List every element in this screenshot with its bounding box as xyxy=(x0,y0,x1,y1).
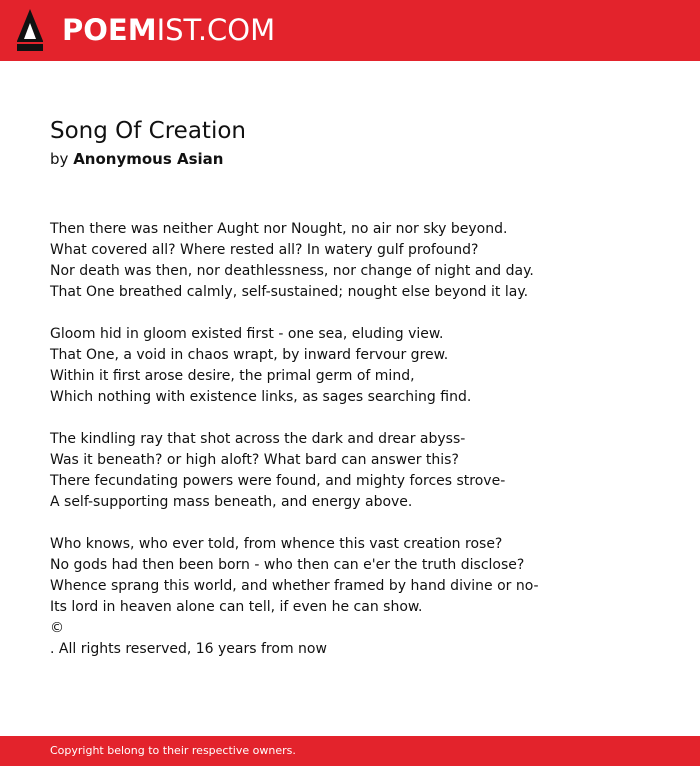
poem-line: Which nothing with existence links, as sages searching find. xyxy=(50,389,472,405)
poem-line: Was it beneath? or high aloft? What bard can answer this? xyxy=(50,452,459,468)
stanza xyxy=(50,219,670,303)
byline xyxy=(50,148,223,170)
rights-line: . All rights reserved, 16 years from now xyxy=(50,641,327,657)
poem-line: That One breathed calmly, self-sustained; nought else beyond it lay. xyxy=(50,284,529,300)
poem-line: Its lord in heaven alone can tell, if even he can show. xyxy=(50,599,423,615)
site-footer xyxy=(0,736,700,766)
pencil-icon[interactable] xyxy=(16,9,44,51)
poem-title: Song Of Creation xyxy=(50,118,246,144)
site-logo[interactable] xyxy=(62,12,275,48)
author-name: Anonymous Asian xyxy=(73,150,224,168)
poem-line: There fecundating powers were found, and mighty forces strove- xyxy=(50,473,506,489)
logo-bold-text: POEM xyxy=(62,13,157,47)
logo-light-text: IST.COM xyxy=(156,13,276,47)
stanza xyxy=(50,429,670,513)
footer-copyright: Copyright belong to their respective owners. xyxy=(50,744,296,757)
by-label: by xyxy=(50,150,69,168)
poem-line: Nor death was then, nor deathlessness, nor change of night and day. xyxy=(50,263,534,279)
site-header xyxy=(0,0,700,61)
poem-line: Who knows, who ever told, from whence this vast creation rose? xyxy=(50,536,503,552)
stanza xyxy=(50,324,670,408)
poem-line: A self-supporting mass beneath, and energy above. xyxy=(50,494,413,510)
poem-line: Gloom hid in gloom existed first - one sea, eluding view. xyxy=(50,326,444,342)
poem-line: Within it first arose desire, the primal germ of mind, xyxy=(50,368,415,384)
copyright-symbol: © xyxy=(50,620,64,636)
poem-line: No gods had then been born - who then can e'er the truth disclose? xyxy=(50,557,525,573)
poem-line: What covered all? Where rested all? In watery gulf profound? xyxy=(50,242,479,258)
poem-line: That One, a void in chaos wrapt, by inward fervour grew. xyxy=(50,347,449,363)
poem-line: Then there was neither Aught nor Nought, no air nor sky beyond. xyxy=(50,221,508,237)
poem-line: The kindling ray that shot across the dark and drear abyss- xyxy=(50,431,466,447)
poem-body xyxy=(50,219,670,660)
stanza xyxy=(50,534,670,618)
poem-line: Whence sprang this world, and whether framed by hand divine or no- xyxy=(50,578,539,594)
